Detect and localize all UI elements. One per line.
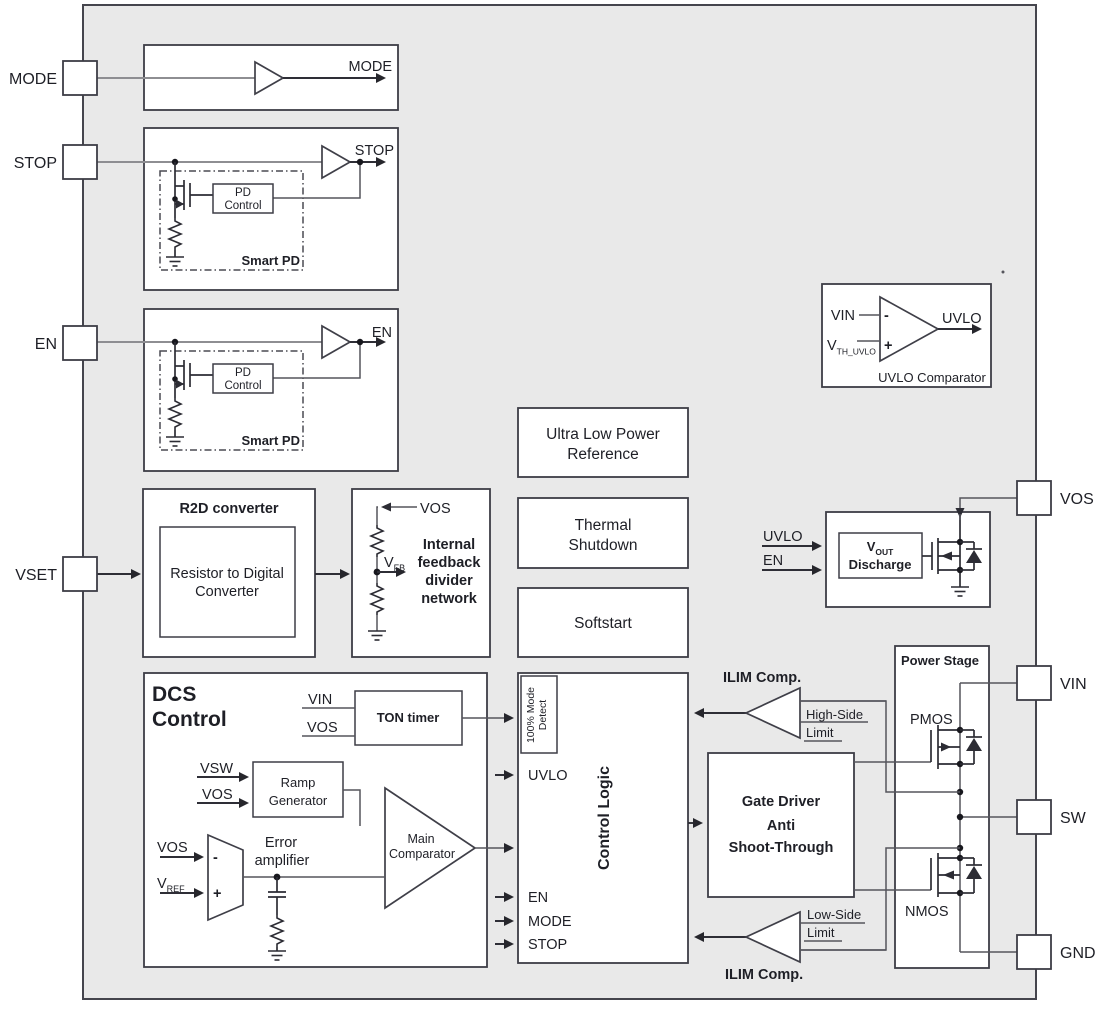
gate-driver-label: Anti: [766, 818, 796, 834]
gate-driver-label: Gate Driver: [741, 794, 821, 810]
vout-discharge-label: $V_{OUT}$: [866, 539, 894, 557]
pin-stop: [63, 145, 97, 179]
power-stage-title: Power Stage: [901, 653, 980, 668]
feedback-title: Internal: [422, 537, 476, 553]
r2d-inner-label: Resistor to Digital: [170, 566, 284, 582]
plus-sign: +: [884, 338, 893, 354]
error-amplifier-label: amplifier: [254, 853, 310, 869]
feedback-vos-label: VOS: [420, 501, 451, 517]
pin-vin: [1017, 666, 1051, 700]
erramp-vos-label: VOS: [157, 840, 188, 856]
uvlo-out-label: UVLO: [942, 311, 982, 327]
control-logic-block: [495, 673, 701, 963]
r2d-title: R2D converter: [179, 501, 279, 517]
thermal-label: Thermal: [574, 517, 632, 534]
ulp-ref-label: Reference: [567, 446, 639, 463]
pin-vos-label: VOS: [1060, 491, 1094, 508]
error-amplifier-symbol: [208, 835, 243, 920]
ramp-generator-label: Ramp: [280, 775, 316, 790]
thermal-shutdown-block: [518, 498, 688, 568]
pin-en-label: EN: [34, 336, 57, 353]
error-amplifier-label: Error: [264, 835, 298, 851]
main-comparator-label: Main: [407, 832, 435, 846]
ulp-ref-label: Ultra Low Power: [546, 426, 660, 443]
vfb-label: $V_{FB}$: [384, 555, 406, 573]
pmos-label: PMOS: [910, 712, 953, 728]
pin-gnd-label: GND: [1060, 945, 1096, 962]
feedback-title: divider: [425, 573, 473, 589]
ultra-low-power-reference-block: [518, 408, 688, 477]
ton-timer-label: TON timer: [376, 710, 440, 725]
low-side-label: Low-Side: [807, 907, 862, 922]
feedback-title: feedback: [417, 555, 481, 571]
pin-stop-label: STOP: [13, 155, 57, 172]
ramp-generator-label: Generator: [268, 793, 328, 808]
pin-sw-label: SW: [1060, 810, 1086, 827]
low-side-limit-label: Limit: [807, 925, 835, 940]
feedback-title: network: [421, 591, 477, 607]
mode-detect-label: 100% Mode: [525, 686, 537, 744]
softstart-label: Softstart: [574, 615, 632, 632]
uvlo-comparator-caption: UVLO Comparator: [878, 370, 986, 385]
pin-gnd: [1017, 935, 1051, 969]
uvlo-vin-label: VIN: [830, 308, 855, 324]
softstart-block: [518, 588, 688, 657]
gate-driver-block: [708, 753, 854, 897]
stray-dot: [1002, 271, 1005, 274]
pin-mode-label: MODE: [9, 71, 57, 88]
dcs-title: Control: [152, 708, 227, 731]
minus-sign: -: [213, 850, 218, 866]
pin-mode: [63, 61, 97, 95]
main-comparator-label: Comparator: [389, 847, 455, 861]
discharge-uvlo-label: UVLO: [763, 529, 803, 545]
discharge-en-label: EN: [763, 553, 784, 569]
cl-stop-label: STOP: [528, 937, 568, 953]
feedback-divider-block: [352, 489, 490, 657]
ton-vin-label: VIN: [308, 692, 333, 708]
pin-sw: [1017, 800, 1051, 834]
cl-mode-label: MODE: [528, 914, 572, 930]
pin-vset: [63, 557, 97, 591]
plus-sign: +: [213, 886, 222, 902]
dcs-title: DCS: [152, 683, 197, 706]
dcs-control-block: [144, 673, 512, 967]
ilim-ls-title: ILIM Comp.: [725, 967, 804, 983]
vref-label: $V_{REF}$: [157, 876, 185, 894]
stop-out-label: STOP: [354, 143, 394, 159]
uvlo-comparator-block: [822, 271, 1005, 388]
gate-driver-label: Shoot-Through: [728, 840, 834, 856]
high-side-label: High-Side: [806, 707, 864, 722]
pin-vset-label: VSET: [15, 567, 57, 584]
mode-detect-label: Detect: [537, 699, 549, 731]
nmos-label: NMOS: [905, 904, 949, 920]
control-logic-title: Control Logic: [596, 766, 613, 870]
high-side-limit-label: Limit: [806, 725, 834, 740]
r2d-inner-label: Converter: [195, 584, 259, 600]
minus-sign: -: [884, 308, 889, 324]
ramp-vsw-label: VSW: [200, 761, 234, 777]
vout-discharge-label: Discharge: [848, 557, 912, 572]
ramp-vos-label: VOS: [202, 787, 233, 803]
mode-out-label: MODE: [348, 59, 392, 75]
pin-en: [63, 326, 97, 360]
ilim-hs-title: ILIM Comp.: [723, 670, 802, 686]
pin-vin-label: VIN: [1060, 676, 1087, 693]
en-out-label: EN: [371, 325, 392, 341]
thermal-label: Shutdown: [568, 537, 638, 554]
pin-vos: [1017, 481, 1051, 515]
cl-uvlo-label: UVLO: [528, 768, 568, 784]
ton-vos-label: VOS: [307, 720, 338, 736]
uvlo-vth-label: $V_{TH\_UVLO}$: [827, 338, 876, 357]
cl-en-label: EN: [528, 890, 549, 906]
